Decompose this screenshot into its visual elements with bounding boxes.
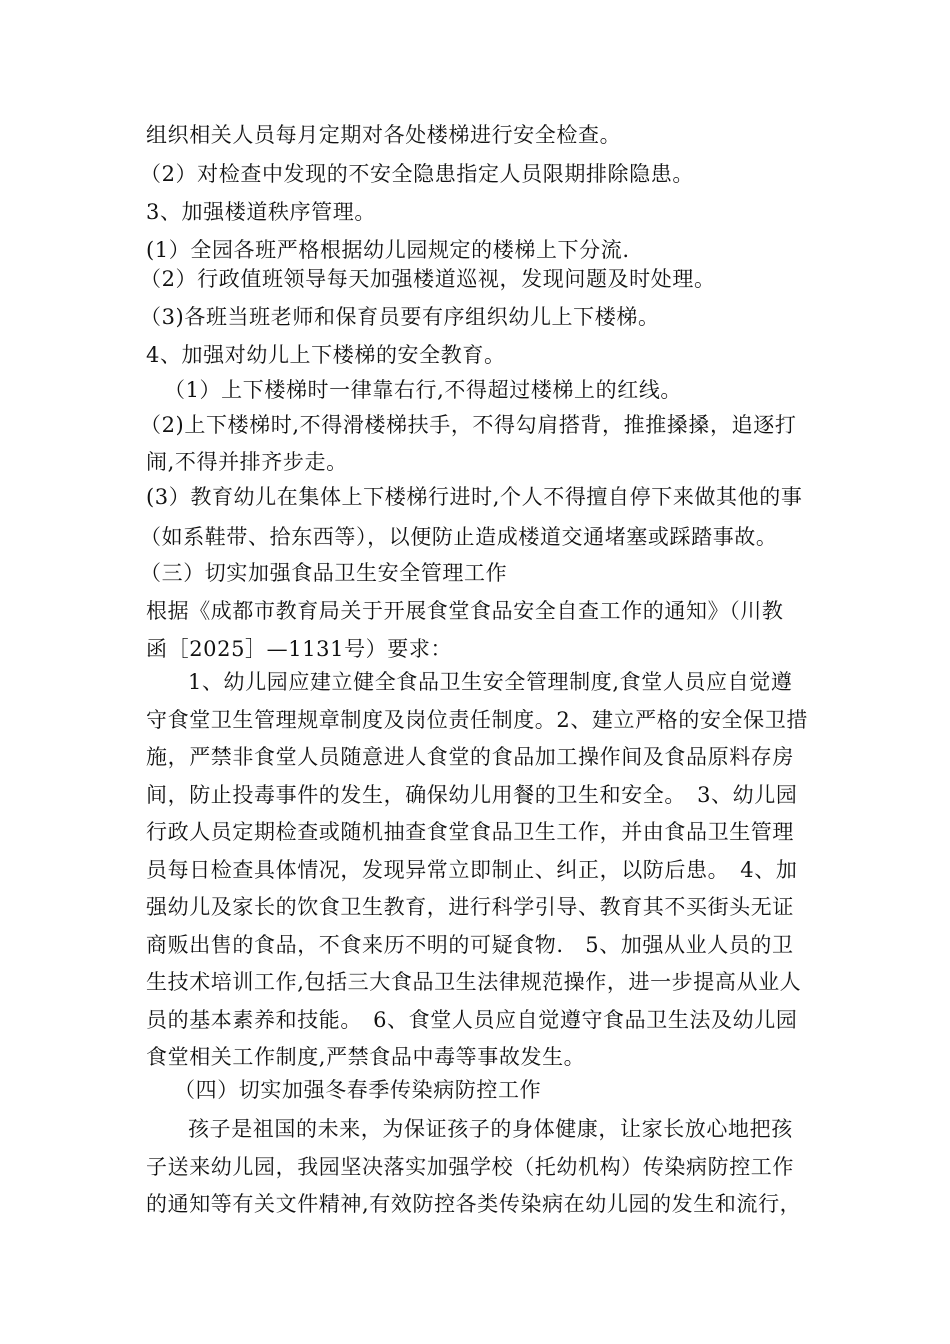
- text-line: （3)各班当班老师和保育员要有序组织幼儿上下楼梯。: [140, 305, 660, 329]
- text-line: 4、加强对幼儿上下楼梯的安全教育。: [146, 343, 506, 367]
- section-heading: （三）切实加强食品卫生安全管理工作: [140, 561, 508, 585]
- text-line: （2）对检查中发现的不安全隐患指定人员限期排除隐患。: [140, 162, 694, 186]
- text-line: 守食堂卫生管理规章制度及岗位责任制度。2、建立严格的安全保卫措: [146, 708, 808, 732]
- text-line: 员每日检查具体情况，发现异常立即制止、纠正，以防后患。 4、加: [146, 858, 798, 882]
- text-line: （如系鞋带、拾东西等），以便防止造成楼道交通堵塞或踩踏事故。: [140, 525, 778, 549]
- text-line: (1）全园各班严格根据幼儿园规定的楼梯上下分流.: [146, 238, 630, 262]
- text-line: 员的基本素养和技能。 6、食堂人员应自觉遵守食品卫生法及幼儿园: [146, 1008, 798, 1032]
- text-line: 闹,不得并排齐步走。: [146, 450, 348, 474]
- text-line: 函［2025］—1131号）要求：: [146, 637, 453, 661]
- text-line: 行政人员定期检查或随机抽查食堂食品卫生工作，并由食品卫生管理: [146, 820, 794, 844]
- text-line: 孩子是祖国的未来，为保证孩子的身体健康，让家长放心地把孩: [188, 1117, 793, 1141]
- text-line: 生技术培训工作,包括三大食品卫生法律规范操作，进一步提高从业人: [146, 970, 802, 994]
- text-line: 施，严禁非食堂人员随意进人食堂的食品加工操作间及食品原料存房: [146, 745, 794, 769]
- text-line: 的通知等有关文件精神,有效防控各类传染病在幼儿园的发生和流行，: [146, 1192, 802, 1216]
- text-line: 根据《成都市教育局关于开展食堂食品安全自查工作的通知》（川教: [146, 599, 784, 623]
- text-line: 强幼儿及家长的饮食卫生教育，进行科学引导、教育其不买街头无证: [146, 895, 794, 919]
- text-line: （1）上下楼梯时一律靠右行,不得超过楼梯上的红线。: [164, 378, 683, 402]
- text-line: 间，防止投毒事件的发生，确保幼儿用餐的卫生和安全。 3、幼儿园: [146, 783, 798, 807]
- text-line: 1、幼儿园应建立健全食品卫生安全管理制度,食堂人员应自觉遵: [188, 670, 793, 694]
- text-line: 组织相关人员每月定期对各处楼梯进行安全检查。: [146, 123, 622, 147]
- text-line: 商贩出售的食品，不食来历不明的可疑食物. 5、加强从业人员的卫: [146, 933, 794, 957]
- text-line: 食堂相关工作制度,严禁食品中毒等事故发生。: [146, 1045, 586, 1069]
- text-line: (3）教育幼儿在集体上下楼梯行进时,个人不得擅自停下来做其他的事: [146, 485, 803, 509]
- text-line: （2)上下楼梯时,不得滑楼梯扶手，不得勾肩搭背，推推搡搡，追逐打: [140, 413, 797, 437]
- text-line: （2）行政值班领导每天加强楼道巡视，发现问题及时处理。: [140, 267, 716, 291]
- text-line: 子送来幼儿园，我园坚决落实加强学校（托幼机构）传染病防控工作: [146, 1155, 794, 1179]
- text-line: 3、加强楼道秩序管理。: [146, 200, 376, 224]
- section-heading: （四）切实加强冬春季传染病防控工作: [174, 1078, 542, 1102]
